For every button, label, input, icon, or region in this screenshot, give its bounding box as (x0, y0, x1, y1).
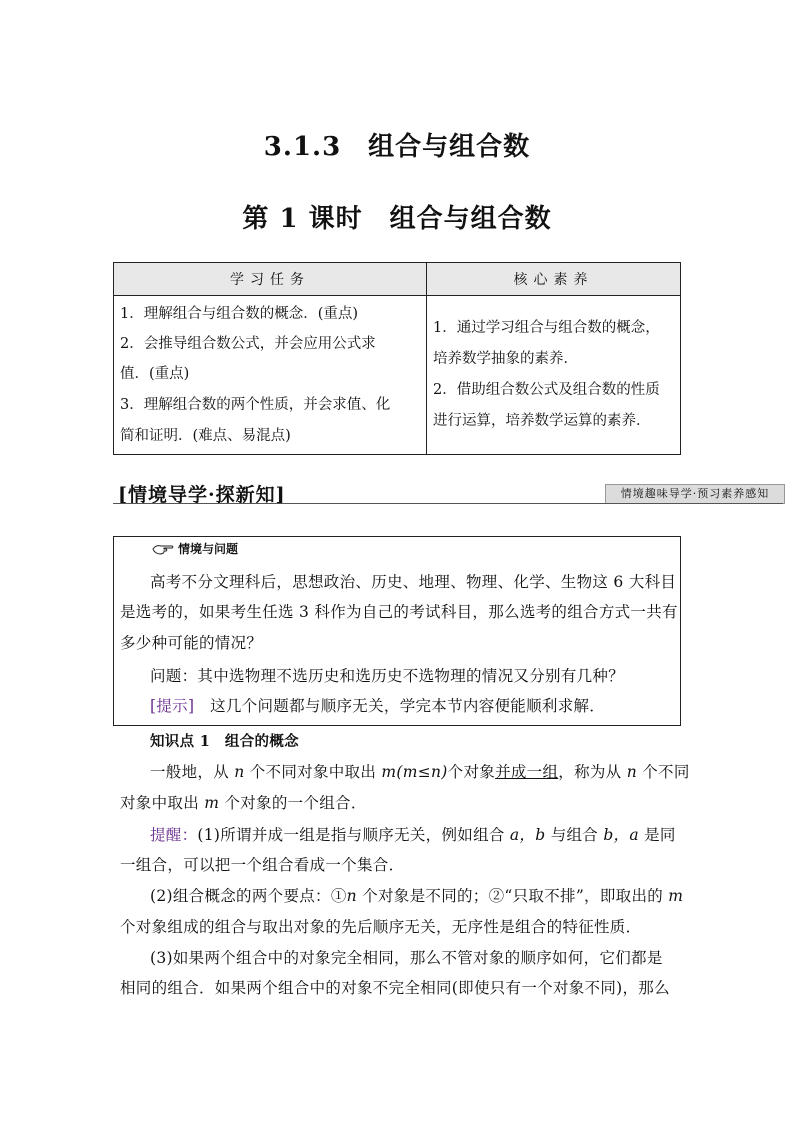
tip-var: a，b (509, 826, 546, 844)
task-line: 2．会推导组合数公式，并会应用公式求 (120, 336, 376, 352)
tip-var: b，a (603, 826, 639, 844)
def-key-term: 并成一组 (495, 763, 559, 781)
tip-label: 提醒： (150, 826, 198, 844)
literacy-header: 核心素养 (427, 263, 681, 296)
tip-text: (1)所谓并成一组是指与顺序无关，例如组合 (197, 826, 510, 844)
def-text: 个不同 (637, 763, 690, 781)
learning-task-table (113, 262, 681, 455)
def-text: 个对象 (447, 763, 496, 781)
tip-line: 相同的组合．如果两个组合中的对象不完全相同(即使只有一个对象不同)，那么 (120, 979, 670, 997)
task-line: 3．理解组合数的两个性质，并会求值、化 (120, 397, 391, 413)
tip-text: (2)组合概念的两个要点：① (150, 887, 347, 905)
scenario-line: 多少种可能的情况？ (120, 634, 263, 652)
definition-line (120, 791, 680, 813)
knowledge-point-heading: 知识点 1 组合的概念 (150, 733, 299, 750)
scenario-line: 是选考的，如果考生任选 3 科作为自己的考试科目，那么选考的组合方式一共有 (120, 603, 678, 621)
task-header: 学习任务 (114, 263, 427, 296)
tip-text: 是同 (638, 826, 676, 844)
var-n: n (626, 763, 637, 781)
scenario-hint (120, 694, 680, 716)
def-text: 个不同对象中取出 (244, 763, 382, 781)
tip-line (120, 823, 680, 845)
tip-line: 一组合，可以把一个组合看成一个集合． (120, 856, 405, 874)
section-banner: 情境趣味导学·预习素养感知 (605, 484, 785, 504)
task-cell (114, 296, 427, 455)
task-line: 简和证明．(难点、易混点) (120, 428, 291, 444)
literacy-line: 进行运算，培养数学运算的素养． (433, 413, 651, 429)
var-m: m (668, 887, 684, 905)
section-title: 3.1.3 组合与组合数 (263, 132, 531, 162)
section-heading: [情境导学·探新知] (118, 484, 286, 506)
tip-line: 个对象组成的组合与取出对象的先后顺序无关，无序性是组合的特征性质． (120, 918, 642, 936)
def-condition: (m≤n) (396, 763, 448, 781)
definition-line (120, 760, 690, 782)
var-n: n (346, 887, 357, 905)
def-text: 一般地，从 (150, 763, 235, 781)
task-line: 1．理解组合与组合数的概念．(重点) (120, 306, 359, 322)
def-text: 对象中取出 (120, 794, 205, 812)
scenario-label-text: 情境与问题 (178, 542, 239, 556)
var-m: m (381, 763, 397, 781)
tip-line (120, 884, 684, 906)
literacy-cell (427, 296, 681, 455)
pointing-hand-icon (152, 543, 174, 555)
scenario-line: 高考不分文理科后，思想政治、历史、地理、物理、化学、生物这 6 大科目 (150, 573, 677, 591)
var-n: n (234, 763, 245, 781)
var-m: m (204, 794, 220, 812)
literacy-line: 2．借助组合数公式及组合数的性质 (433, 382, 660, 398)
hint-text: 这几个问题都与顺序无关，学完本节内容便能顺利求解． (194, 697, 606, 715)
tip-line: (3)如果两个组合中的对象完全相同，那么不管对象的顺序如何，它们都是 (150, 949, 663, 967)
def-text: ，称为从 (558, 763, 627, 781)
tip-text: 个对象是不同的；②“只取不排”，即取出的 (356, 887, 669, 905)
task-line: 值．(重点) (120, 366, 190, 382)
tip-text: 与组合 (545, 826, 604, 844)
literacy-line: 1．通过学习组合与组合数的概念， (433, 320, 660, 336)
literacy-line: 培养数学抽象的素养． (433, 351, 578, 367)
scenario-question: 问题：其中选物理不选历史和选历史不选物理的情况又分别有几种？ (150, 667, 625, 685)
def-text: 个对象的一个组合． (219, 794, 367, 812)
scenario-label (152, 540, 238, 557)
hint-label: [提示] (150, 697, 195, 715)
lesson-title: 第 1 课时 组合与组合数 (242, 204, 552, 234)
section-divider (113, 503, 783, 504)
